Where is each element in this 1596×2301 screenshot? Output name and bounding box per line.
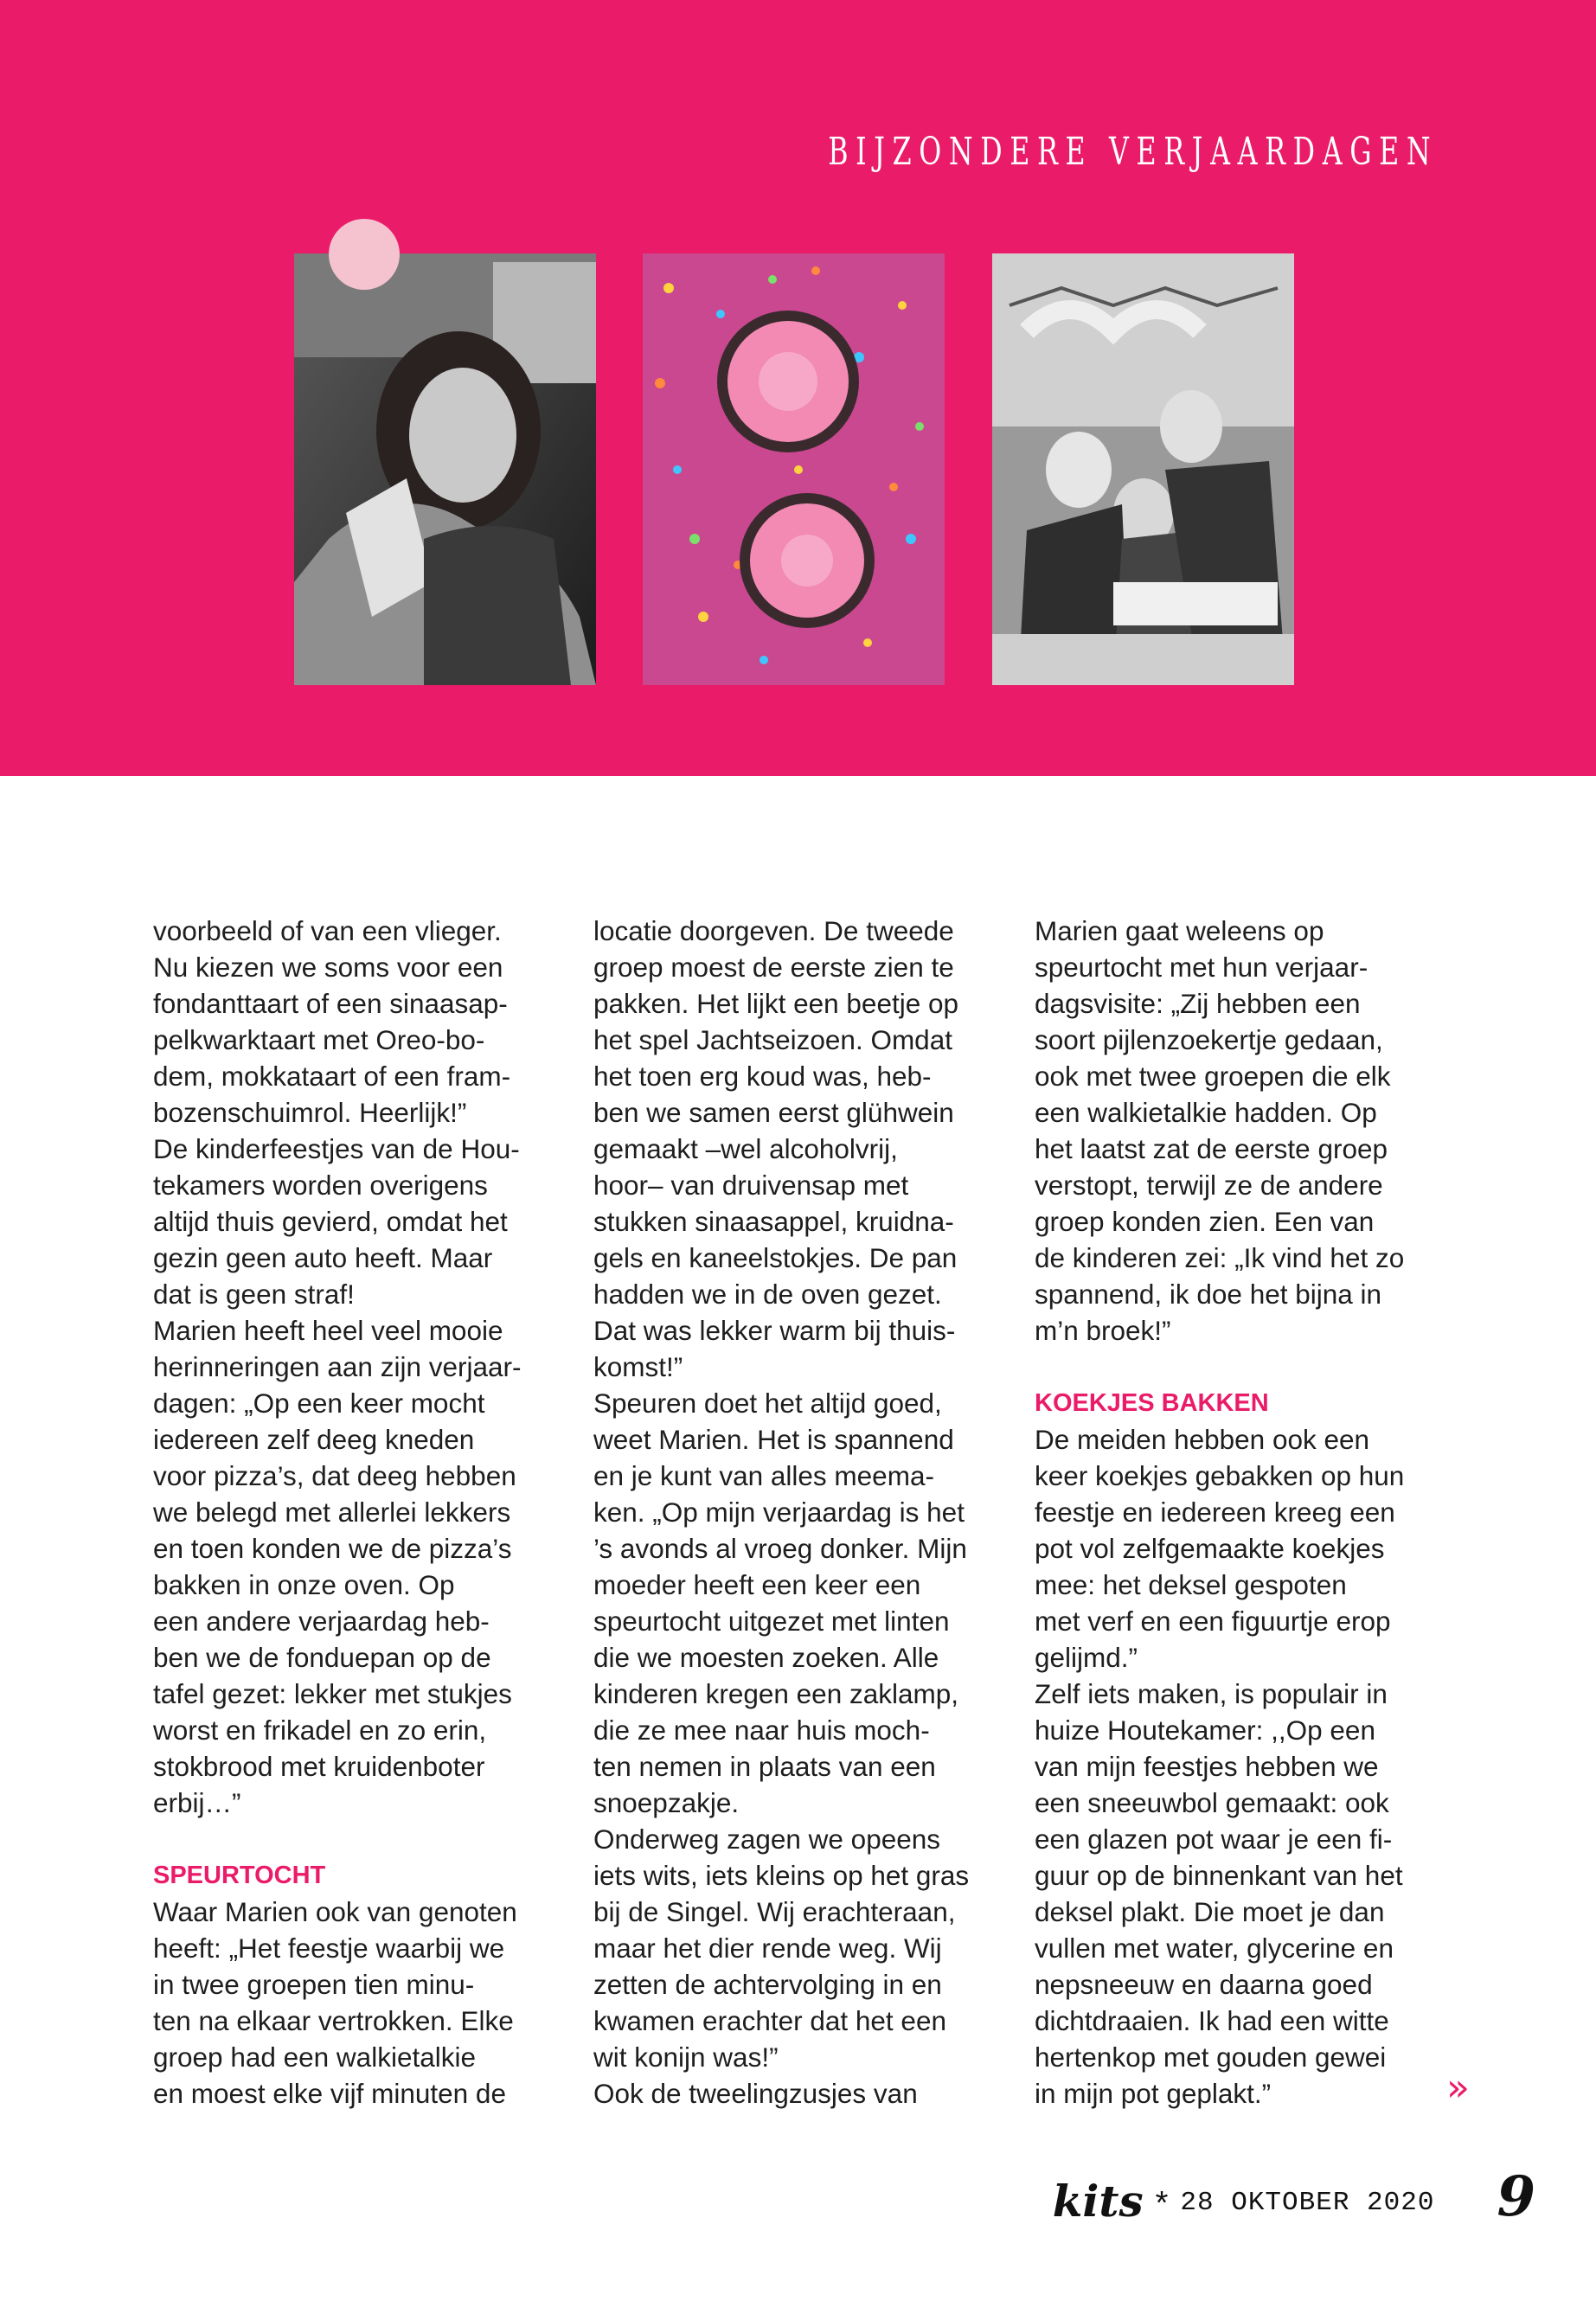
continue-arrow-icon: » <box>1446 2066 1470 2110</box>
subheading-speurtocht: SPEURTOCHT <box>153 1862 326 1889</box>
page-number: 9 <box>1497 2164 1535 2229</box>
text-column-1 <box>153 913 560 2112</box>
photo-party-kids <box>992 253 1294 685</box>
paragraph: Marien gaat weleens op speurtocht met hun verjaar- dagsvisite: „Zij hebben een soort pijlenzoekertje gedaan, ook met twee groepen die elk een walkietalkie hadden. Op het laatst zat de eerste groep verstopt, terwijl ze de andere groep konden zien. Een van de kinderen zei: „Ik vind het zo spannend, ik doe het bijna in m’n broek!” <box>1035 915 1405 1346</box>
paragraph: Waar Marien ook van genoten heeft: „Het feestje waarbij we in twee groepen tien minu- ten na elkaar vertrokken. Elke groep had een walkietalkie en moest elke vijf minuten de <box>153 1896 517 2109</box>
photo-cupcakes <box>643 253 945 685</box>
text-column-3 <box>1035 913 1441 2112</box>
decorative-circle <box>329 219 400 290</box>
star-separator-icon: * <box>1155 2185 1169 2221</box>
paragraph: voorbeeld of van een vlieger. Nu kiezen we soms voor een fondanttaart of een sinaasap- pelkwarktaart met Oreo-bo- dem, mokkataart of een fram- bozenschuimrol. Heerlijk!” De kinderfeestjes van de Hou- tekamers worden overigens altijd thuis gevierd, omdat het gezin geen auto heeft. Maar dat is geen straf! Marien heeft heel veel mooie herinneringen aan zijn verjaar- dagen: „Op een keer mocht iedereen zelf deeg kneden voor pizza’s, dat deeg hebben we belegd met allerlei lekkers en toen konden we de pizza’s bakken in onze oven. Op een andere verjaardag heb- ben we de fonduepan op de tafel gezet: lekker met stukjes worst en frikadel en zo erin, stokbrood met kruidenboter erbij…” <box>153 915 522 1818</box>
text-column-2 <box>593 913 1000 2112</box>
paragraph: locatie doorgeven. De tweede groep moest de eerste zien te pakken. Het lijkt een beetje op het spel Jachtseizoen. Omdat het toen erg koud was, heb- ben we samen eerst glühwein gemaakt –wel alcoholvrij, hoor– van druivensap met stukken sinaasappel, kruidna- gels en kaneelstokjes. De pan hadden we in de oven gezet. Dat was lekker warm bij thuis- komst!” Speuren doet het altijd goed, weet Marien. Het is spannend en je kunt van alles meema- ken. „Op mijn verjaardag is het ’s avonds al vroeg donker. Mijn moeder heeft een keer een speurtocht uitgezet met linten die we moesten zoeken. Alle kinderen kregen een zaklamp, die ze mee naar huis moch- ten nemen in plaats van een snoepzakje. Onderweg zagen we opeens iets wits, iets kleins op het gras bij de Singel. Wij erachteraan, maar het dier rende weg. Wij zetten de achtervolging in en kwamen erachter dat het een wit konijn was!” Ook de tweelingzusjes van <box>593 915 970 2109</box>
photo-girl <box>294 253 596 685</box>
page-footer <box>1053 2158 1535 2227</box>
paragraph: De meiden hebben ook een keer koekjes gebakken op hun feestje en iedereen kreeg een pot vol zelfgemaakte koekjes mee: het deksel gespoten met verf en een figuurtje erop gelijmd.” Zelf iets maken, is populair in huize Houtekamer: ,,Op een van mijn feestjes hebben we een sneeuwbol gemaakt: ook een glazen pot waar je een fi- guur op de binnenkant van het deksel plakt. Die moet je dan vullen met water, glycerine en nepsneeuw en daarna goed dichtdraaien. Ik had een witte hertenkop met gouden gewei in mijn pot geplakt.” <box>1035 1424 1405 2109</box>
section-title: BIJZONDERE VERJAARDAGEN <box>827 130 1438 174</box>
magazine-logo: kits <box>1052 2176 1144 2227</box>
subheading-koekjes-bakken: KOEKJES BAKKEN <box>1035 1389 1269 1417</box>
issue-date: 28 OKTOBER 2020 <box>1180 2188 1435 2218</box>
